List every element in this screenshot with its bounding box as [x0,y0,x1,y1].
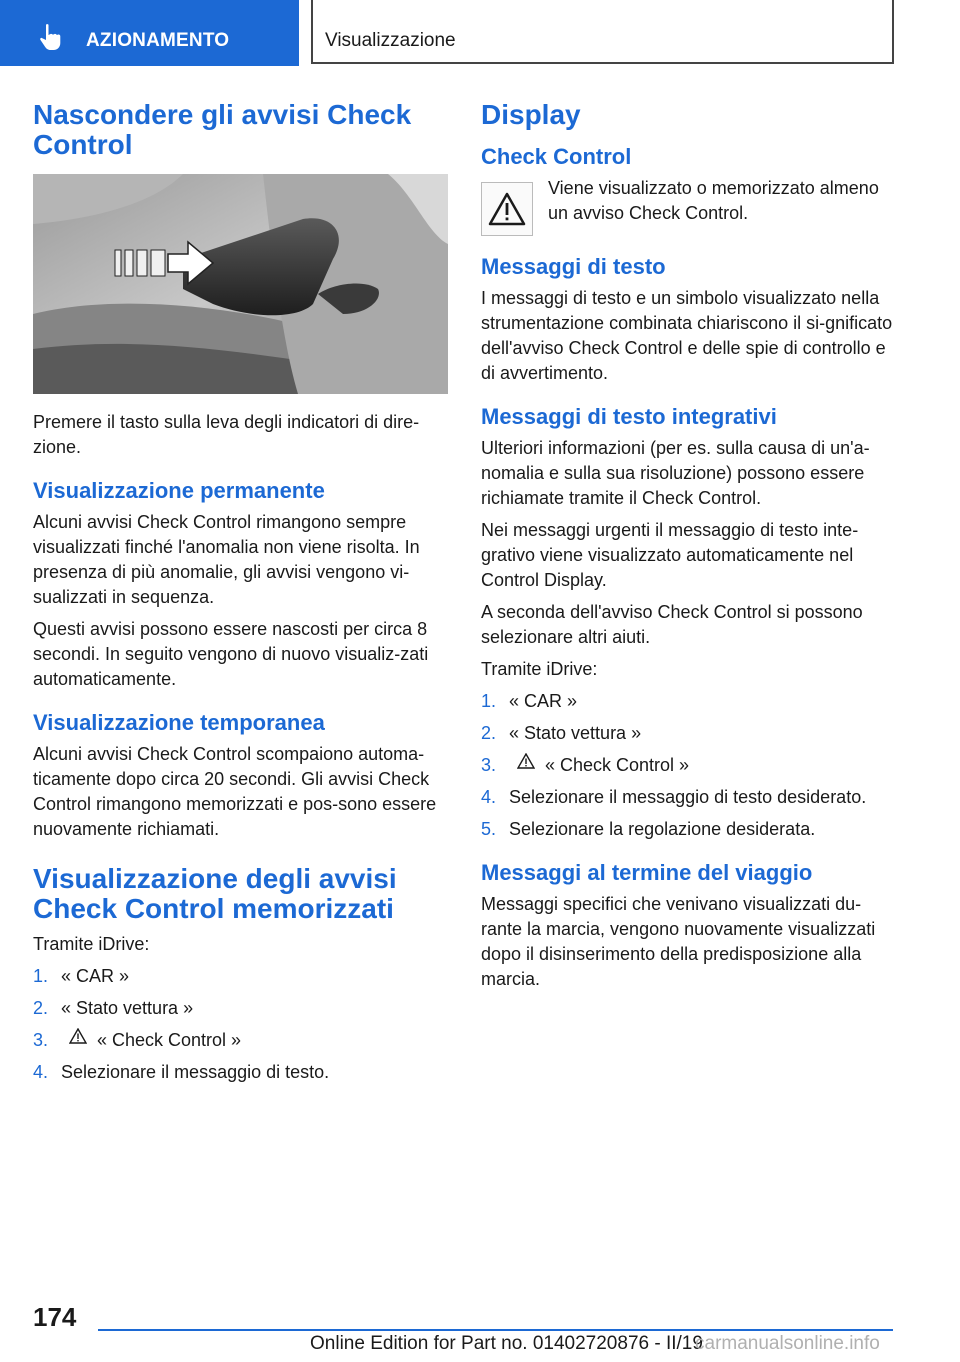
step-number: 2. [481,723,497,743]
step-text: « Stato vettura » [509,723,642,743]
paragraph: Messaggi specifici che venivano visualizzati du-rante la marcia, vengono nuovamente visualizzati dopo il disinserimento della predisposizione alla marcia. [481,894,876,989]
list-item [481,721,896,746]
paragraph: Nei messaggi urgenti il messaggio di testo inte-grativo viene visualizzato automaticamente nel Control Display. [481,520,859,590]
check-control-symbol-row [481,176,896,236]
paragraph: A seconda dell'avviso Check Control si possono selezionare altri aiuti. [481,602,863,647]
section-title-stored: Visualizzazione degli avvisi Check Control memorizzati [33,863,397,924]
warning-symbol-box [481,182,533,236]
hand-pointer-icon [38,23,64,51]
heading-text-messages: Messaggi di testo [481,254,666,279]
paragraph: Questi avvisi possono essere nascosti per circa 8 secondi. In seguito vengono di nuovo visualiz-zati automaticamente. [33,619,429,689]
list-item [33,996,448,1021]
warning-triangle-icon [517,753,535,769]
step-text: Selezionare il messaggio di testo desiderato. [509,787,867,807]
step-number: 1. [481,691,497,711]
step-number: 2. [33,998,49,1018]
turn-signal-lever-photo [33,174,448,394]
chapter-title: Visualizzazione [325,30,456,51]
footer-divider [98,1329,893,1331]
paragraph: Alcuni avvisi Check Control rimangono sempre visualizzati finché l'anomalia non viene risolta. In presenza di più anomalie, gli avvisi vengono vi-sualizzati in sequenza. [33,512,420,607]
heading-supplementary: Messaggi di testo integrativi [481,404,777,429]
left-column [33,100,448,1092]
heading-end-of-trip: Messaggi al termine del viaggio [481,860,813,885]
paragraph: Tramite iDrive: [33,934,150,954]
step-text: « Check Control » [545,755,690,775]
warning-triangle-icon [487,191,527,227]
step-list [481,689,896,842]
step-number: 4. [481,787,497,807]
heading-permanent: Visualizzazione permanente [33,478,325,503]
section-title: AZIONAMENTO [86,30,230,51]
paragraph: Alcuni avvisi Check Control scompaiono automa-ticamente dopo circa 20 secondi. Gli avvisi Check Control rimangono memorizzati e pos-sono essere nuovamente richiamati. [33,744,437,839]
step-text: « Stato vettura » [61,998,194,1018]
paragraph: Viene visualizzato o memorizzato almeno un avviso Check Control. [548,178,879,223]
step-text: « CAR » [61,966,130,986]
page-number: 174 [33,1302,77,1332]
paragraph: Ulteriori informazioni (per es. sulla causa di un'a-nomalia e sulla sua risoluzione) possono essere richiamate tramite il Check Control. [481,438,870,508]
step-number: 4. [33,1062,49,1082]
list-item [481,817,896,842]
page-title: Nascondere gli avvisi Check Control [33,99,412,160]
step-list [33,964,448,1085]
watermark: carmanualsonline.info [695,1333,880,1354]
page-title-display: Display [481,99,581,130]
image-caption: Premere il tasto sulla leva degli indicatori di dire-zione. [33,412,420,457]
list-item [481,753,896,778]
edition-text: Online Edition for Part no. 01402720876 - II/19 [310,1333,703,1354]
list-item [33,1060,448,1085]
list-item [33,964,448,989]
step-text: Selezionare la regolazione desiderata. [509,819,816,839]
paragraph: Tramite iDrive: [481,659,598,679]
step-number: 1. [33,966,49,986]
right-column [481,100,896,999]
step-text: « CAR » [509,691,578,711]
heading-check-control: Check Control [481,144,632,169]
paragraph: I messaggi di testo e un simbolo visualizzato nella strumentazione combinata chiariscono il si-gnificato dell'avviso Check Control e delle spie di controllo e di avvertimento. [481,288,893,383]
list-item [481,785,896,810]
list-item [33,1028,448,1053]
warning-triangle-icon [69,1028,87,1044]
step-number: 3. [481,755,497,775]
step-number: 3. [33,1030,49,1050]
list-item [481,689,896,714]
step-text: Selezionare il messaggio di testo. [61,1062,330,1082]
step-text: « Check Control » [97,1030,242,1050]
step-number: 5. [481,819,497,839]
heading-temporary: Visualizzazione temporanea [33,710,325,735]
section-tab[interactable] [0,0,299,66]
